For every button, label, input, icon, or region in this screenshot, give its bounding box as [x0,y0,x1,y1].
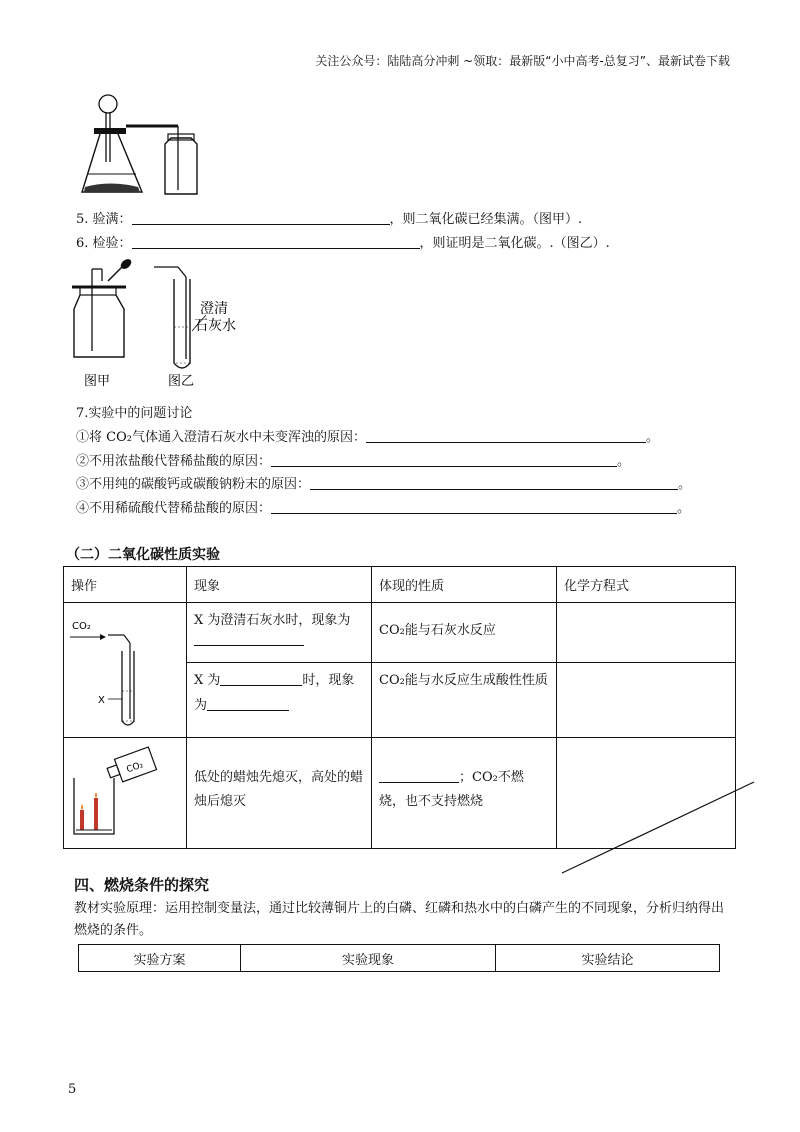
figure-label: 石灰水 [194,318,236,334]
property-cell: CO₂能与水反应生成酸性性质 [372,663,557,738]
answer-blank[interactable] [366,429,646,443]
candle-beaker-figure [64,738,172,844]
page-number: 5 [68,1082,77,1097]
discussion-item-1: ①将 CO₂气体通入澄清石灰水中未变浑浊的原因： 。 [76,430,659,445]
property-cell: ；CO₂不燃 烧，也不支持燃烧 [372,738,557,849]
operation-cell [64,738,187,849]
combustion-table [78,944,720,972]
table-header: 实验方案 [79,945,241,972]
answer-blank[interactable] [271,500,677,514]
question-6: 6. 检验： ，则证明是二氧化碳。.（图乙）. [76,236,610,251]
answer-blank[interactable] [132,235,420,249]
table-header: 实验现象 [241,945,496,972]
table-header: 实验结论 [496,945,720,972]
answer-blank[interactable] [194,632,304,646]
svg-text:CO₂: CO₂ [72,621,91,632]
answer-blank[interactable] [379,769,459,783]
discussion-item-4: ④不用稀硫酸代替稀盐酸的原因： 。 [76,501,691,516]
discussion-item-2: ②不用浓盐酸代替稀盐酸的原因： 。 [76,454,631,469]
property-cell: CO₂能与石灰水反应 [372,603,557,663]
gas-generation-apparatus-figure [80,92,220,202]
figure-caption: 图乙 [168,374,195,389]
discussion-item-3: ③不用纯的碳酸钙或碳酸钠粉末的原因： 。 [76,477,692,492]
table-header-row [64,567,736,603]
answer-blank[interactable] [271,453,617,467]
answer-blank[interactable] [310,476,678,490]
question-5: 5. 验满： ，则二氧化碳已经集满。（图甲）. [76,212,583,227]
answer-blank[interactable] [207,697,289,711]
equation-cell[interactable] [557,603,736,663]
equation-cell[interactable] [557,663,736,738]
figure-caption: 图甲 [84,374,111,389]
phenomenon-cell: X 为澄清石灰水时，现象为 [187,603,372,663]
figure-label: 澄清 [200,301,228,317]
collection-and-test-figure [70,255,270,395]
operation-cell [64,603,187,738]
table-header-row [79,945,720,972]
answer-blank[interactable] [132,211,390,225]
page-header: 关注公众号：陆陆高分冲刺 ~领取：最新版“小中高考-总复习”、最新试卷下载 [315,54,730,68]
table-header: 体现的性质 [372,567,557,603]
table-header: 操作 [64,567,187,603]
discussion-title: 7.实验中的问题讨论 [76,406,193,421]
svg-text:X: X [98,695,105,706]
table-header: 化学方程式 [557,567,736,603]
phenomenon-cell: 低处的蜡烛先熄灭，高处的蜡烛后熄灭 [187,738,372,849]
answer-blank[interactable] [220,672,302,686]
table-row [64,603,736,663]
section-title: 四、燃烧条件的探究 [74,876,210,894]
co2-into-tube-figure [64,603,172,733]
section-intro: 教材实验原理：运用控制变量法，通过比较薄铜片上的白磷、红磷和热水中的白磷产生的不同现象，分析归纳得出燃烧的条件。 [74,901,725,938]
table-header: 现象 [187,567,372,603]
section-title: （二）二氧化碳性质实验 [66,547,220,563]
svg-text:CO₂: CO₂ [125,760,145,776]
diagonal-line [560,780,760,880]
phenomenon-cell: X 为 时，现象 为 [187,663,372,738]
